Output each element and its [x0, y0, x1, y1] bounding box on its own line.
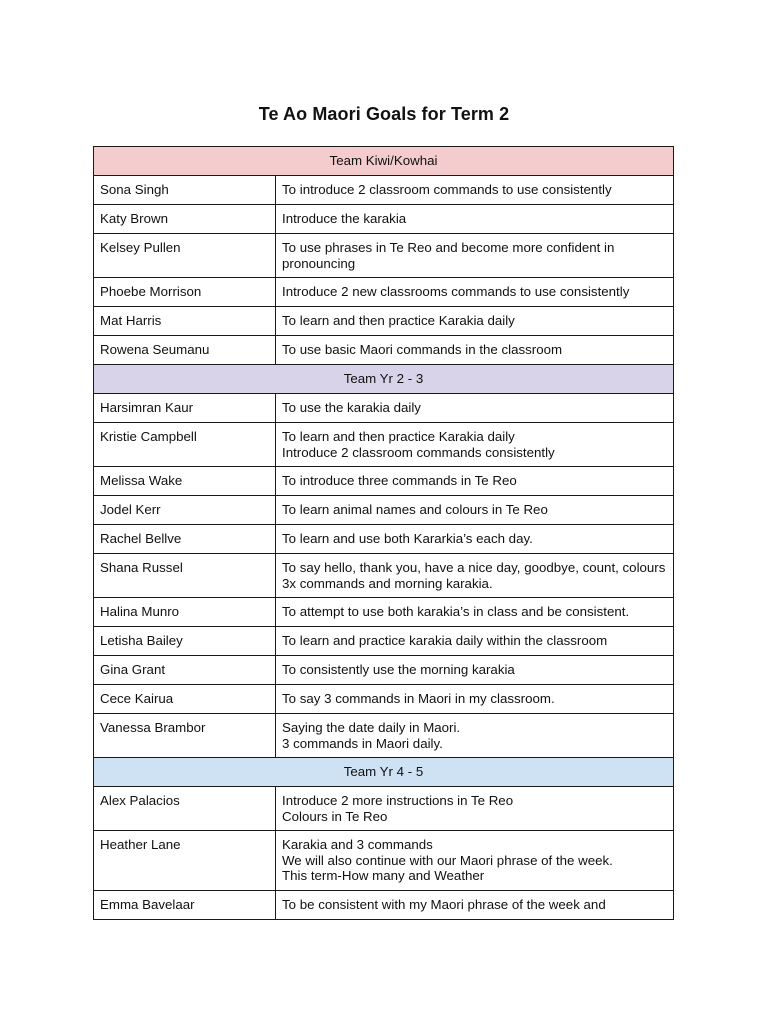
goal-line: This term-How many and Weather — [282, 868, 485, 883]
goal-cell — [276, 627, 674, 656]
table-row — [94, 205, 674, 234]
goal-line: 3 commands in Maori daily. — [282, 735, 443, 751]
teacher-name-cell: Mat Harris — [94, 307, 276, 336]
goal-cell — [276, 598, 674, 627]
table-row — [94, 336, 674, 365]
table-row — [94, 598, 674, 627]
team-header-row — [94, 758, 674, 787]
teacher-name-cell: Phoebe Morrison — [94, 278, 276, 307]
teacher-name-cell: Rachel Bellve — [94, 525, 276, 554]
goal-line: To introduce 2 classroom commands to use consistently — [282, 182, 612, 197]
table-row — [94, 467, 674, 496]
goal-line: To consistently use the morning karakia — [282, 662, 515, 677]
table-row — [94, 234, 674, 278]
teacher-name-cell: Kelsey Pullen — [94, 234, 276, 278]
teacher-name-cell: Shana Russel — [94, 554, 276, 598]
teacher-name-cell: Heather Lane — [94, 831, 276, 891]
teacher-name-cell: Sona Singh — [94, 176, 276, 205]
table-row — [94, 176, 674, 205]
table-row — [94, 525, 674, 554]
goal-cell — [276, 656, 674, 685]
goal-line: To learn and use both Kararkia’s each day. — [282, 531, 533, 546]
goal-line: We will also continue with our Maori phrase of the week. — [282, 852, 613, 868]
teacher-name-cell: Emma Bavelaar — [94, 890, 276, 919]
goal-line: Karakia and 3 commands — [282, 837, 433, 852]
goal-cell — [276, 307, 674, 336]
goal-line: Introduce 2 more instructions in Te Reo — [282, 793, 514, 808]
goal-line: To learn and practice karakia daily within the classroom — [282, 633, 608, 648]
goal-line: To learn animal names and colours in Te Reo — [282, 502, 548, 517]
goal-cell — [276, 176, 674, 205]
teacher-name-cell: Vanessa Brambor — [94, 714, 276, 758]
table-row — [94, 554, 674, 598]
team-header-row — [94, 147, 674, 176]
goal-cell — [276, 496, 674, 525]
teacher-name-cell: Cece Kairua — [94, 685, 276, 714]
goal-line: Introduce the karakia — [282, 211, 407, 226]
table-row — [94, 831, 674, 891]
table-row — [94, 787, 674, 831]
goal-line: To use the karakia daily — [282, 400, 421, 415]
team-header: Team Yr 4 - 5 — [94, 758, 674, 787]
goal-line: To use basic Maori commands in the classroom — [282, 342, 563, 357]
table-row — [94, 307, 674, 336]
goal-line: Colours in Te Reo — [282, 808, 388, 824]
goal-cell — [276, 423, 674, 467]
table-row — [94, 627, 674, 656]
goal-line: To introduce three commands in Te Reo — [282, 473, 517, 488]
goal-line: Introduce 2 new classrooms commands to use consistently — [282, 284, 630, 299]
teacher-name-cell: Gina Grant — [94, 656, 276, 685]
goal-cell — [276, 467, 674, 496]
goal-cell — [276, 336, 674, 365]
goal-line: To say 3 commands in Maori in my classroom. — [282, 691, 555, 706]
goal-cell — [276, 525, 674, 554]
teacher-name-cell: Harsimran Kaur — [94, 394, 276, 423]
goal-line: To say hello, thank you, have a nice day, goodbye, count, colours 3x commands and morning karakia. — [282, 560, 673, 591]
goal-cell — [276, 890, 674, 919]
goal-cell — [276, 714, 674, 758]
teacher-name-cell: Melissa Wake — [94, 467, 276, 496]
goal-cell — [276, 554, 674, 598]
table-row — [94, 278, 674, 307]
goal-line: To be consistent with my Maori phrase of the week and — [282, 896, 606, 912]
table-row — [94, 496, 674, 525]
goal-cell — [276, 205, 674, 234]
table-row — [94, 890, 674, 919]
goals-table — [93, 146, 674, 920]
team-header: Team Yr 2 - 3 — [94, 365, 674, 394]
teacher-name-cell: Kristie Campbell — [94, 423, 276, 467]
goal-cell — [276, 787, 674, 831]
table-row — [94, 394, 674, 423]
teacher-name-cell: Letisha Bailey — [94, 627, 276, 656]
goal-line: To learn and then practice Karakia daily — [282, 429, 515, 444]
goal-cell — [276, 278, 674, 307]
teacher-name-cell: Katy Brown — [94, 205, 276, 234]
goal-line: To learn and then practice Karakia daily — [282, 313, 515, 328]
team-header: Team Kiwi/Kowhai — [94, 147, 674, 176]
goal-line: Saying the date daily in Maori. — [282, 720, 461, 735]
table-row — [94, 714, 674, 758]
goal-cell — [276, 685, 674, 714]
table-row — [94, 423, 674, 467]
goal-cell — [276, 831, 674, 891]
goal-line: To attempt to use both karakia’s in class and be consistent. — [282, 604, 630, 619]
table-row — [94, 656, 674, 685]
goal-cell — [276, 394, 674, 423]
goal-line: To use phrases in Te Reo and become more confident in pronouncing — [282, 240, 619, 271]
goal-cell — [276, 234, 674, 278]
page-title: Te Ao Maori Goals for Term 2 — [258, 104, 510, 124]
teacher-name-cell: Halina Munro — [94, 598, 276, 627]
table-row — [94, 685, 674, 714]
teacher-name-cell: Rowena Seumanu — [94, 336, 276, 365]
teacher-name-cell: Jodel Kerr — [94, 496, 276, 525]
goal-line: Introduce 2 classroom commands consistently — [282, 444, 555, 460]
teacher-name-cell: Alex Palacios — [94, 787, 276, 831]
goals-table-body — [94, 147, 674, 920]
team-header-row — [94, 365, 674, 394]
